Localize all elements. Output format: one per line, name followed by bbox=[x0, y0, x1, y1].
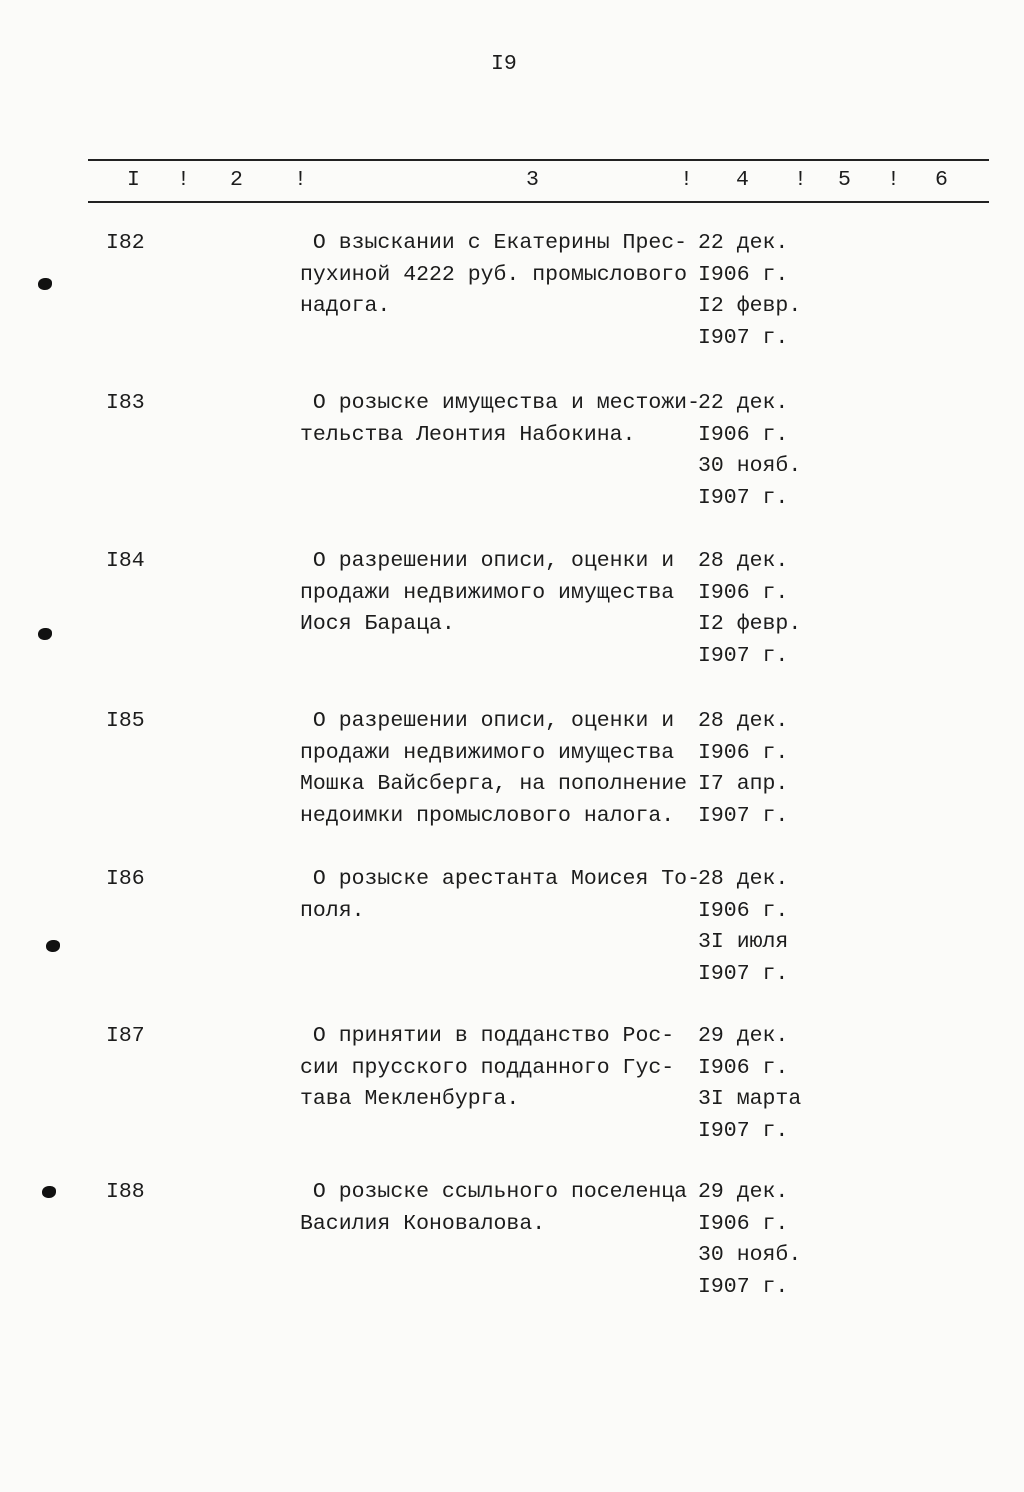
date-line: I907 г. bbox=[698, 961, 789, 986]
entry-title bbox=[300, 388, 700, 451]
entry-number: I83 bbox=[106, 391, 145, 415]
entry-number: I88 bbox=[106, 1180, 145, 1204]
ink-blot bbox=[38, 628, 52, 640]
title-line: сии прусского подданного Гус- bbox=[300, 1055, 675, 1080]
date-line: 22 дек. bbox=[698, 231, 789, 255]
date-line: I906 г. bbox=[698, 262, 789, 287]
entry-title bbox=[300, 706, 687, 832]
title-line: Мошка Вайсберга, на пополнение bbox=[300, 772, 688, 797]
entry-title bbox=[300, 546, 674, 641]
title-line: надога. bbox=[300, 294, 391, 319]
ink-blot bbox=[38, 278, 52, 290]
title-line: О взыскании с Екатерины Прес- bbox=[300, 231, 688, 255]
table-row bbox=[0, 1177, 1024, 1307]
column-header-2: 2 bbox=[230, 168, 243, 192]
entry-dates bbox=[698, 388, 801, 514]
title-line: тава Мекленбурга. bbox=[300, 1087, 520, 1112]
date-line: I907 г. bbox=[698, 1118, 789, 1143]
header-bottom-rule bbox=[88, 201, 989, 203]
date-line: 30 нояб. bbox=[698, 454, 802, 479]
date-line: I906 г. bbox=[698, 580, 789, 605]
date-line: I907 г. bbox=[698, 325, 789, 350]
entry-title bbox=[300, 228, 687, 323]
entry-title bbox=[300, 1021, 674, 1116]
header-top-rule bbox=[88, 159, 989, 161]
date-line: 28 дек. bbox=[698, 549, 789, 573]
title-line: продажи недвижимого имущества bbox=[300, 580, 675, 605]
date-line: 3I июля bbox=[698, 930, 789, 955]
column-header-1: I bbox=[127, 168, 140, 192]
date-line: 22 дек. bbox=[698, 391, 789, 415]
entry-number: I86 bbox=[106, 867, 145, 891]
entry-dates bbox=[698, 228, 801, 354]
entry-number: I87 bbox=[106, 1024, 145, 1048]
entry-dates bbox=[698, 864, 788, 990]
entry-dates bbox=[698, 706, 788, 832]
date-line: I907 г. bbox=[698, 485, 789, 510]
title-line: продажи недвижимого имущества bbox=[300, 740, 675, 765]
title-line: О разрешении описи, оценки и bbox=[300, 549, 675, 573]
ink-blot bbox=[46, 940, 60, 952]
table-row bbox=[0, 388, 1024, 518]
title-line: О розыске ссыльного поселенца bbox=[300, 1180, 688, 1204]
entry-number: I84 bbox=[106, 549, 145, 573]
column-header-6: 6 bbox=[935, 168, 948, 192]
column-separator: ! bbox=[887, 168, 900, 192]
date-line: 29 дек. bbox=[698, 1180, 789, 1204]
title-line: поля. bbox=[300, 898, 365, 923]
column-separator: ! bbox=[794, 168, 807, 192]
title-line: Василия Коновалова. bbox=[300, 1211, 546, 1236]
date-line: I906 г. bbox=[698, 740, 789, 765]
date-line: I7 апр. bbox=[698, 772, 789, 797]
date-line: I907 г. bbox=[698, 803, 789, 828]
page-number: I9 bbox=[491, 52, 517, 76]
column-separator: ! bbox=[680, 168, 693, 192]
table-row bbox=[0, 228, 1024, 358]
column-header-3: 3 bbox=[526, 168, 539, 192]
date-line: 28 дек. bbox=[698, 867, 789, 891]
entry-number: I85 bbox=[106, 709, 145, 733]
date-line: I906 г. bbox=[698, 1211, 789, 1236]
title-line: Иося Бараца. bbox=[300, 612, 455, 637]
title-line: О розыске арестанта Моисея То- bbox=[300, 867, 700, 891]
date-line: 3I марта bbox=[698, 1087, 802, 1112]
table-row bbox=[0, 1021, 1024, 1151]
title-line: О разрешении описи, оценки и bbox=[300, 709, 675, 733]
date-line: I2 февр. bbox=[698, 294, 802, 319]
entry-title bbox=[300, 1177, 687, 1240]
column-header-5: 5 bbox=[838, 168, 851, 192]
ink-blot bbox=[42, 1186, 56, 1198]
entry-number: I82 bbox=[106, 231, 145, 255]
date-line: I906 г. bbox=[698, 422, 789, 447]
table-row bbox=[0, 706, 1024, 836]
entry-dates bbox=[698, 1021, 801, 1147]
date-line: I907 г. bbox=[698, 1274, 789, 1299]
entry-title bbox=[300, 864, 700, 927]
date-line: I2 февр. bbox=[698, 612, 802, 637]
title-line: О принятии в подданство Рос- bbox=[300, 1024, 675, 1048]
date-line: I906 г. bbox=[698, 898, 789, 923]
date-line: 30 нояб. bbox=[698, 1243, 802, 1268]
column-separator: ! bbox=[294, 168, 307, 192]
entry-dates bbox=[698, 1177, 801, 1303]
title-line: тельства Леонтия Набокина. bbox=[300, 422, 636, 447]
date-line: 28 дек. bbox=[698, 709, 789, 733]
date-line: 29 дек. bbox=[698, 1024, 789, 1048]
table-row bbox=[0, 864, 1024, 994]
title-line: О розыске имущества и местожи- bbox=[300, 391, 700, 415]
entry-dates bbox=[698, 546, 801, 672]
title-line: недоимки промыслового налога. bbox=[300, 803, 675, 828]
title-line: пухиной 4222 руб. промыслового bbox=[300, 262, 688, 287]
column-header-4: 4 bbox=[736, 168, 749, 192]
table-row bbox=[0, 546, 1024, 676]
date-line: I907 г. bbox=[698, 643, 789, 668]
date-line: I906 г. bbox=[698, 1055, 789, 1080]
column-separator: ! bbox=[177, 168, 190, 192]
